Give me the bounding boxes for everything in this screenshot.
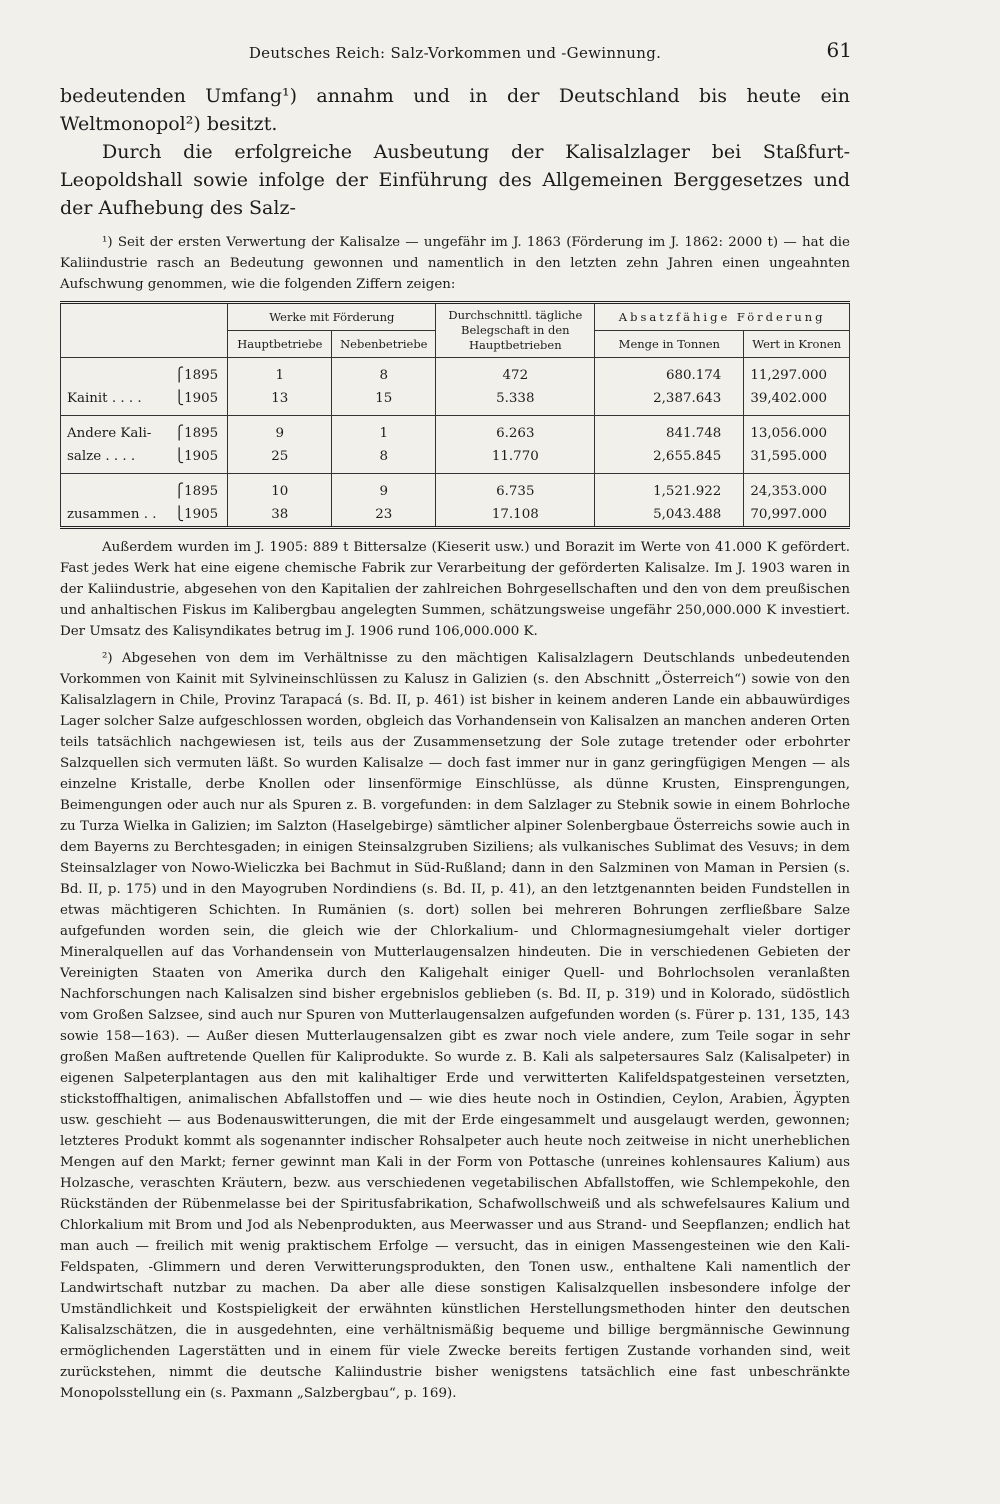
footnote-2-text: ²) Abgesehen von dem im Verhältnisse zu den mächtigen Kalisalzlagern Deutschlands unbedeutenden Vorkommen von Kainit mit Sylvineinschlüssen zu Kalusz in Galizien (s. den Abschnitt „Österreich“) sowie von den Kalisalzlagern in Chile, Provinz Tarapacá (s. Bd. II, p. 461) ist bisher in keinem anderen Lande ein abbauwürdiges Lager solcher Salze aufgeschlossen worden, obgleich das Vorhandensein von Kalisalzen an manchen anderen Orten teils tatsächlich nachgewiesen ist, teils aus der Zusammensetzung der Sole zutage tretender oder erbohrter Salzquellen sich vermuten läßt. So wurden Kalisalze — doch fast immer nur in ganz geringfügigen Mengen — als einzelne Kristalle, derbe Knollen oder linsenförmige Einschlüsse, als dünne Krusten, Einsprengungen, Beimengungen oder auch nur als Spuren z. B. vorgefunden: in dem Salzlager zu Stebnik sowie in einem Bohrloche zu Turza Wielka in Galizien; im Salzton (Haselgebirge) sämtlicher alpiner Solenbergbaue Österreichs sowie auch in dem Bayerns zu Berchtesgaden; in einigen Steinsalzgruben Siziliens; als vulkanisches Sublimat des Vesuvs; in dem Steinsalzlager von Nowo-Wieliczka bei Bachmut in Süd-Rußland; dann in den Salzminen von Maman in Persien (s. Bd. II, p. 175) und in den Mayogruben Nordindiens (s. Bd. II, p. 41), an den letztgenannten beiden Fundstellen in etwas mächtigeren Schichten. In Rumänien (s. dort) sollen bei mehreren Bohrungen zerfließbare Salze aufgefunden worden sein, die gleich wie der Chlorkalium- und Chlormagnesiumgehalt vieler dortiger Mineralquellen auf das Vorhandensein von Mutterlaugensalzen hindeuten. Die in verschiedenen Gebieten der Vereinigten Staaten von Amerika durch den Kaligehalt einiger Quell- und Bohrlochsolen veranlaßten Nachforschungen nach Kalisalzen sind bisher ergebnislos geblieben (s. Bd. II, p. 319) und in Kolorado, südöstlich vom Großen Salzsee, sind auch nur Spuren von Mutterlaugensalzen aufgefunden worden (s. Fürer p. 131, 135, 143 sowie 158—163). — Außer diesen Mutterlaugensalzen gibt es zwar noch viele andere, zum Teile sogar in sehr großen Maßen auftretende Quellen für Kaliprodukte. So wurde z. B. Kali als salpetersaures Salz (Kalisalpeter) in eigenen Salpeterplantagen aus den mit kalihaltiger Erde und verwitterten Kalifeldspatgesteinen versetzten, stickstoffhaltigen, animalischen Abfallstoffen und — wie dies heute noch in Ostindien, Ceylon, Arabien, Ägypten usw. geschieht — aus Bodenauswitterungen, die mit der Erde eingesammelt und ausgelaugt werden, gewonnen; letzteres Produkt kommt als sogenannter indischer Rohsalpeter auch heute noch zeitweise in nicht unerheblichen Mengen auf den Markt; ferner gewinnt man Kali in der Form von Pottasche (unreines kohlensaures Kalium) aus Holzasche, veraschten Kräutern, bezw. aus verschiedenen vegetabilischen Abfallstoffen, wie Schlempekohle, den Rückständen der Rübenmelasse bei der Spiritusfabrikation, Schafwollschweiß und als schwefelsaures Kalium und Chlorkalium mit Brom und Jod als Nebenprodukten, aus Meerwasser und aus Strand- und Seepflanzen; endlich hat man auch — freilich mit wenig praktischem Erfolge — versucht, das in einigen Massengesteinen wie den Kali-Feldspaten, -Glimmern und deren Verwitterungsprodukten, den Tonen usw., enthaltene Kali namentlich der Landwirtschaft nutzbar zu machen. Da aber alle diese sonstigen Kalisalzquellen insbesondere infolge der Umständlichkeit und Kostspieligkeit der erwähnten künstlichen Herstellungsmethoden hinter den deutschen Kalisalzschätzen, die in ausgedehnten, eine verhältnismäßig bequeme und billige bergmännische Gewinnung ermöglichenden Lagerstätten und in einem für viele Zwecke bereits fertigen Zustande vorhanden sind, weit zurückstehen, nimmt die deutsche Kaliindustrie bisher wenigstens tatsächlich eine fast unbeschränkte Monopolsstellung ein (s. Paxmann „Salzbergbau“, p. 169). — [60, 651, 850, 1401]
table-row — [61, 358, 850, 388]
running-head — [60, 38, 850, 66]
row-beleg: 6.735 — [436, 474, 595, 504]
row-neben: 15 — [332, 387, 436, 416]
row-wert: 13,056.000 — [744, 416, 850, 446]
table-row — [61, 445, 850, 474]
row-haupt: 1 — [228, 358, 332, 388]
table-row — [61, 387, 850, 416]
table-header-werke: Werke mit Förderung — [228, 303, 436, 331]
row-label — [61, 474, 169, 504]
row-wert: 24,353.000 — [744, 474, 850, 504]
row-beleg: 472 — [436, 358, 595, 388]
row-label: zusammen . . — [61, 503, 169, 528]
row-menge: 841.748 — [595, 416, 744, 446]
row-year: 1905 — [184, 507, 219, 522]
brace-top: ⎧ — [174, 426, 185, 441]
row-beleg: 17.108 — [436, 503, 595, 528]
main-paragraph-1: bedeutenden Umfang¹) annahm und in der Deutschland bis heute ein Weltmonopol²) besitzt. — [60, 85, 850, 135]
row-menge: 5,043.488 — [595, 503, 744, 528]
brace-bottom: ⎩ — [174, 507, 185, 522]
after-table-paragraph: Außerdem wurden im J. 1905: 889 t Bittersalze (Kieserit usw.) und Borazit im Werte von 41.000 K gefördert. Fast jedes Werk hat eine eigene chemische Fabrik zur Verarbeitung der geförderten Kalisalze. Im J. 1903 waren in der Kaliindustrie, abgesehen von den Kapitalien der zahlreichen Bohrgesellschaften und den von dem preußischen und anhaltischen Fiskus im Kalibergbau angelegten Summen, schätzungsweise ungefähr 250,000.000 K investiert. Der Umsatz des Kalisyndikates betrug im J. 1906 rund 106,000.000 K. — [60, 540, 850, 639]
row-menge: 2,655.845 — [595, 445, 744, 474]
page-number: 61 — [826, 38, 852, 62]
table-row — [61, 503, 850, 528]
table-header-nebenbetriebe: Nebenbetriebe — [332, 331, 436, 358]
row-menge: 1,521.922 — [595, 474, 744, 504]
row-neben: 1 — [332, 416, 436, 446]
row-neben: 23 — [332, 503, 436, 528]
row-neben: 8 — [332, 445, 436, 474]
row-haupt: 10 — [228, 474, 332, 504]
table-header-wert: Wert in Kronen — [744, 331, 850, 358]
brace-bottom: ⎩ — [174, 391, 185, 406]
row-haupt: 25 — [228, 445, 332, 474]
row-neben: 9 — [332, 474, 436, 504]
row-menge: 2,387.643 — [595, 387, 744, 416]
brace-top: ⎧ — [174, 368, 185, 383]
table-header-hauptbetriebe: Hauptbetriebe — [228, 331, 332, 358]
row-year: 1895 — [184, 426, 219, 441]
row-beleg: 6.263 — [436, 416, 595, 446]
row-neben: 8 — [332, 358, 436, 388]
table-header-absatz: Absatzfähige Förderung — [595, 303, 850, 331]
row-beleg: 11.770 — [436, 445, 595, 474]
row-year: 1905 — [184, 449, 219, 464]
row-label: salze . . . . — [61, 445, 169, 474]
row-year: 1895 — [184, 484, 219, 499]
footnote-2 — [60, 648, 850, 1404]
page — [60, 38, 850, 1404]
row-label: Andere Kali- — [61, 416, 169, 446]
table-row — [61, 474, 850, 504]
row-label — [61, 358, 169, 388]
row-haupt: 13 — [228, 387, 332, 416]
brace-top: ⎧ — [174, 484, 185, 499]
row-wert: 39,402.000 — [744, 387, 850, 416]
table-row — [61, 416, 850, 446]
row-wert: 11,297.000 — [744, 358, 850, 388]
row-year: 1905 — [184, 391, 219, 406]
potash-statistics-table — [60, 301, 850, 529]
row-menge: 680.174 — [595, 358, 744, 388]
row-haupt: 9 — [228, 416, 332, 446]
running-title: Deutsches Reich: Salz-Vorkommen und -Gewinnung. — [248, 44, 662, 62]
row-beleg: 5.338 — [436, 387, 595, 416]
main-text — [60, 82, 850, 222]
row-wert: 70,997.000 — [744, 503, 850, 528]
table-header-menge: Menge in Tonnen — [595, 331, 744, 358]
row-haupt: 38 — [228, 503, 332, 528]
brace-bottom: ⎩ — [174, 449, 185, 464]
after-table-text — [60, 537, 850, 642]
row-year: 1895 — [184, 368, 219, 383]
table-header-empty — [61, 303, 228, 358]
row-label: Kainit . . . . — [61, 387, 169, 416]
main-paragraph-2: Durch die erfolgreiche Ausbeutung der Kalisalzlager bei Staßfurt-Leopoldshall sowie infolge der Einführung des Allgemeinen Berggesetzes und der Aufhebung des Salz- — [60, 141, 850, 219]
row-wert: 31,595.000 — [744, 445, 850, 474]
footnote-1-text: ¹) Seit der ersten Verwertung der Kalisalze — ungefähr im J. 1863 (Förderung im J. 1862: 2000 t) — hat die Kaliindustrie rasch an Bedeutung gewonnen und namentlich in den letzten zehn Jahren einen ungeahnten Aufschwung genommen, wie die folgenden Ziffern zeigen: — [60, 235, 850, 292]
footnote-1 — [60, 232, 850, 295]
table-header-belegschaft: Durchschnittl. tägliche Belegschaft in den Hauptbetrieben — [436, 303, 595, 358]
